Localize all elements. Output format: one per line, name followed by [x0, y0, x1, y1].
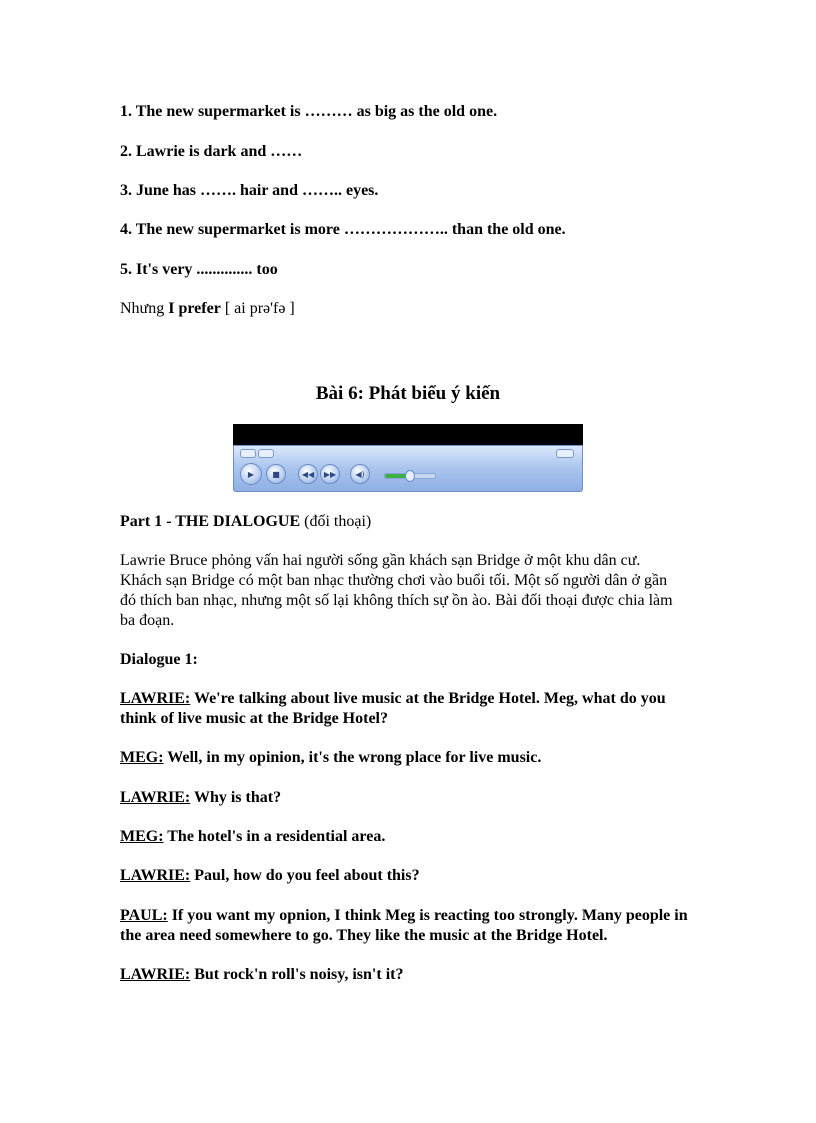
play-button[interactable] — [240, 463, 262, 485]
dialogue-turn — [120, 788, 700, 808]
speaker-name: PAUL: — [120, 907, 168, 924]
speaker-name: LAWRIE: — [120, 966, 191, 983]
exercise-1: 1. The new supermarket is ……… as big as the old one. — [120, 103, 498, 120]
speech-text: If you want my opnion, I think Meg is reacting too strongly. Many people in — [167, 907, 688, 924]
exercise-2: 2. Lawrie is dark and …… — [120, 143, 303, 160]
player-controls — [233, 445, 583, 492]
menu-tab-icon[interactable] — [240, 449, 256, 458]
next-icon: ▶▶ — [323, 469, 337, 479]
dialogue-turn — [120, 965, 700, 985]
dialogue-turn — [120, 827, 700, 847]
speech-text: The hotel's in a residential area. — [163, 828, 386, 845]
intro-line: đó thích ban nhạc, nhưng một số lại không thích sự ồn ào. Bài đối thoại được chia làm — [120, 592, 673, 609]
intro-line: Khách sạn Bridge có một ban nhạc thường chơi vào buổi tối. Một số người dân ở gần — [120, 572, 668, 589]
speech-text: We're talking about live music at the Bridge Hotel. Meg, what do you — [190, 690, 666, 707]
prefer-lead: Nhưng — [120, 300, 169, 317]
menu-tab-icon[interactable] — [258, 449, 274, 458]
volume-slider[interactable] — [384, 473, 436, 479]
dialogue-heading: Dialogue 1: — [120, 651, 198, 668]
video-screen — [233, 424, 583, 445]
lesson-title: Bài 6: Phát biểu ý kiến — [315, 383, 501, 404]
prefer-bold: I prefer — [168, 300, 221, 317]
media-player — [233, 424, 583, 492]
play-icon: ▶ — [247, 469, 255, 479]
exercise-4: 4. The new supermarket is more ……………….. than the old one. — [120, 221, 566, 238]
volume-knob[interactable] — [405, 470, 415, 482]
mute-button[interactable] — [350, 464, 370, 484]
prefer-phonetic: [ ai prə'fə ] — [220, 300, 295, 317]
exercise-5: 5. It's very .............. too — [120, 261, 278, 278]
speech-text: But rock'n roll's noisy, isn't it? — [190, 966, 404, 983]
intro-line: ba đoạn. — [120, 612, 175, 629]
speech-text: think of live music at the Bridge Hotel? — [120, 710, 388, 727]
speech-text: Well, in my opinion, it's the wrong place for live music. — [163, 749, 542, 766]
speaker-name: LAWRIE: — [120, 690, 191, 707]
fullscreen-tab-icon[interactable] — [556, 449, 574, 458]
stop-icon: ■ — [272, 469, 280, 479]
part1-heading-note: (đối thoại) — [300, 513, 372, 530]
stop-button[interactable] — [266, 464, 286, 484]
speaker-name: LAWRIE: — [120, 867, 191, 884]
exercise-3: 3. June has ……. hair and …….. eyes. — [120, 182, 379, 199]
dialogue-turn — [120, 689, 700, 729]
speaker-name: MEG: — [120, 828, 164, 845]
prefer-line — [120, 299, 700, 319]
speaker-name: MEG: — [120, 749, 164, 766]
part1-heading-text: Part 1 - THE DIALOGUE — [120, 513, 301, 530]
intro-paragraph — [120, 551, 700, 631]
speaker-icon: ◀) — [355, 469, 365, 479]
speaker-name: LAWRIE: — [120, 789, 191, 806]
speech-text: Why is that? — [190, 789, 282, 806]
dialogue-turn — [120, 906, 700, 946]
previous-button[interactable] — [298, 464, 318, 484]
dialogue-turn — [120, 748, 700, 768]
speech-text: the area need somewhere to go. They like the music at the Bridge Hotel. — [120, 927, 608, 944]
part1-heading — [120, 512, 700, 532]
intro-line: Lawrie Bruce phỏng vấn hai người sống gần khách sạn Bridge ở một khu dân cư. — [120, 552, 641, 569]
previous-icon: ◀◀ — [301, 469, 315, 479]
speech-text: Paul, how do you feel about this? — [190, 867, 420, 884]
dialogue-turn — [120, 866, 700, 886]
next-button[interactable] — [320, 464, 340, 484]
